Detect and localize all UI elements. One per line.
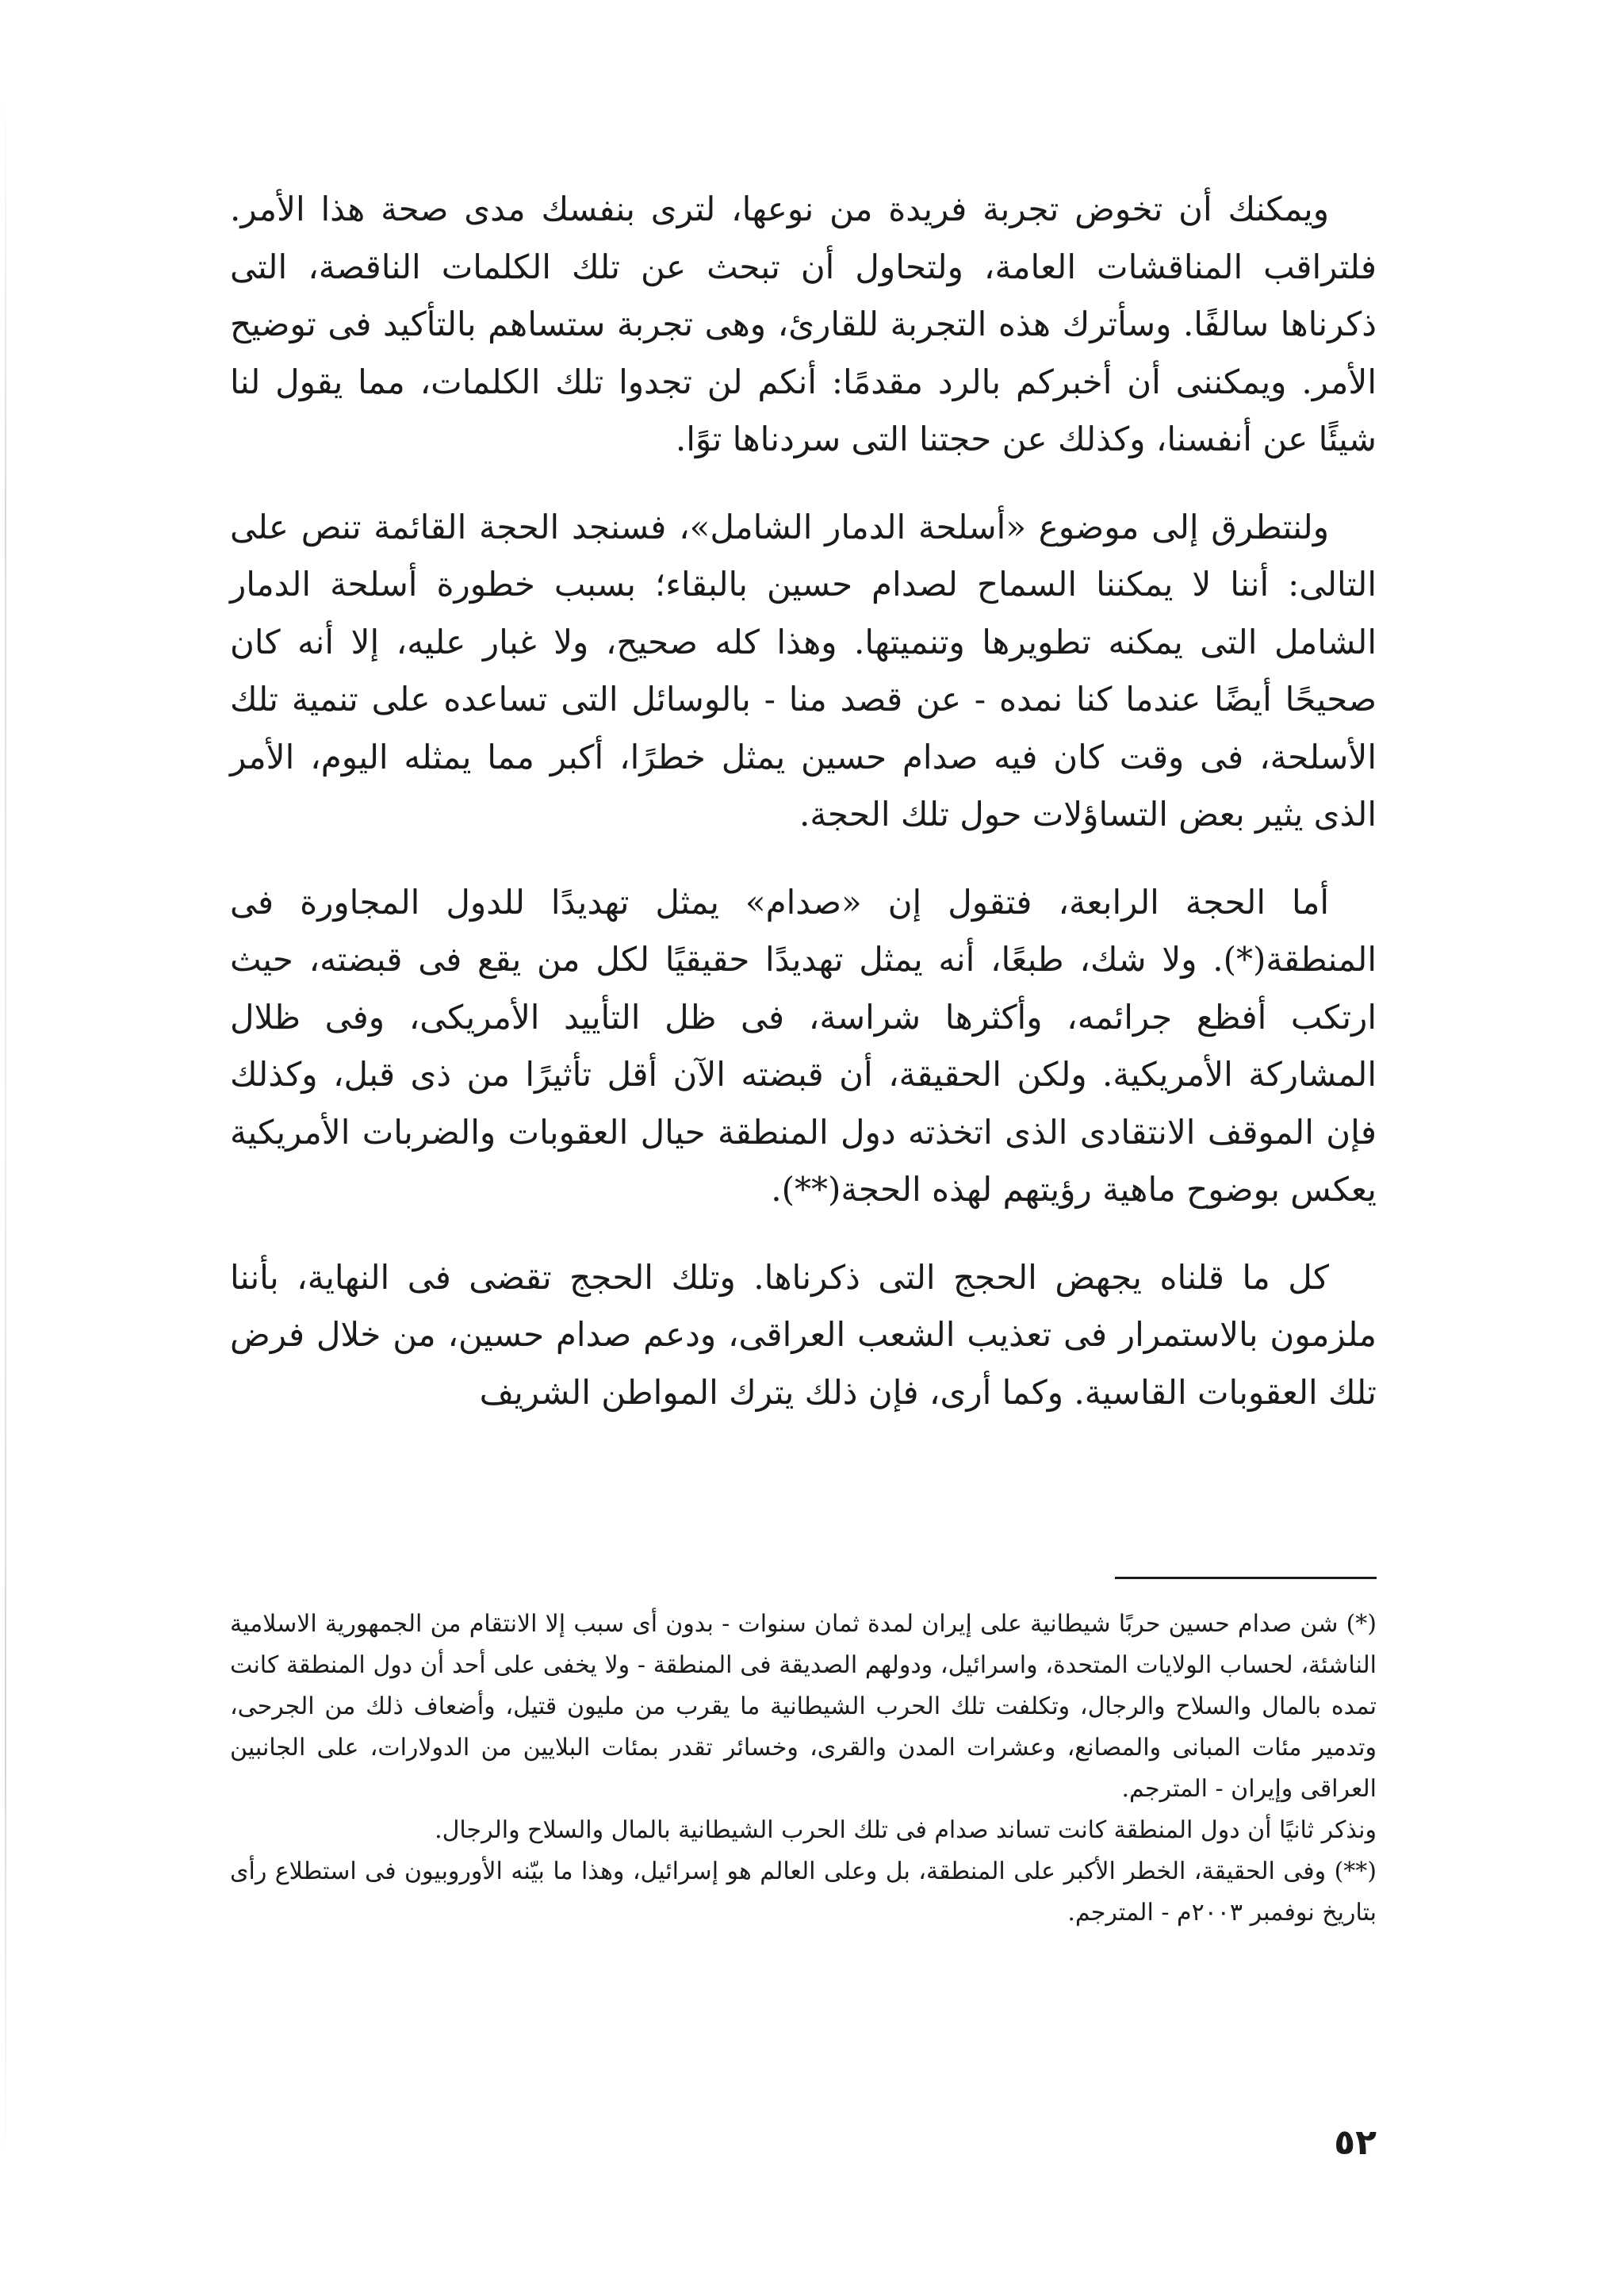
- paragraph-3: أما الحجة الرابعة، فتقول إن «صدام» يمثل تهديدًا للدول المجاورة فى المنطقة(*). ولا شك، طبعًا، أنه يمثل تهديدًا حقيقيًا لكل من يقع فى قبضته، حيث ارتكب أفظع جرائمه، وأكثرها شراسة، فى ظل التأييد الأمريكى، وفى ظلال المشاركة الأمريكية. ولكن الحقيقة، أن قبضته الآن أقل تأثيرًا من ذى قبل، وكذلك فإن الموقف الانتقادى الذى اتخذته دول المنطقة حيال العقوبات والضربات الأمريكية يعكس بوضوح ماهية رؤيتهم لهذه الحجة(**).: [230, 882, 1377, 1209]
- paragraph-1: ويمكنك أن تخوض تجربة فريدة من نوعها، لترى بنفسك مدى صحة هذا الأمر. فلتراقب المناقشات العامة، ولتحاول أن تبحث عن تلك الكلمات الناقصة، التى ذكرناها سالفًا. وسأترك هذه التجربة للقارئ، وهى تجربة ستساهم بالتأكيد فى توضيح الأمر. ويمكننى أن أخبركم بالرد مقدمًا: أنكم لن تجدوا تلك الكلمات، مما يقول لنا شيئًا عن أنفسنا، وكذلك عن حجتنا التى سردناها توًا.: [230, 190, 1377, 458]
- paragraph-2: ولنتطرق إلى موضوع «أسلحة الدمار الشامل»، فسنجد الحجة القائمة تنص على التالى: أننا لا يمكننا السماح لصدام حسين بالبقاء؛ بسبب خطورة أسلحة الدمار الشامل التى يمكنه تطويرها وتنميتها. وهذا كله صحيح، ولا غبار عليه، إلا أنه كان صحيحًا أيضًا عندما كنا نمده - عن قصد منا - بالوسائل التى تساعده على تنمية تلك الأسلحة، فى وقت كان فيه صدام حسين يمثل خطرًا، أكبر مما يمثله اليوم، الأمر الذى يثير بعض التساؤلات حول تلك الحجة.: [230, 507, 1377, 834]
- body-text: [230, 181, 1377, 1421]
- footnote-2: (**) وفى الحقيقة، الخطر الأكبر على المنطقة، بل وعلى العالم هو إسرائيل، وهذا ما بيّنه الأوروبيون فى استطلاع رأى بتاريخ نوفمبر ٢٠٠٣م - المترجم.: [230, 1858, 1377, 1927]
- paragraph-4: كل ما قلناه يجهض الحجج التى ذكرناها. وتلك الحجج تقضى فى النهاية، بأننا ملزمون بالاستمرار فى تعذيب الشعب العراقى، ودعم صدام حسين، من خلال فرض تلك العقوبات القاسية. وكما أرى، فإن ذلك يترك المواطن الشريف: [230, 1257, 1377, 1412]
- footnote-separator: [1115, 1577, 1377, 1579]
- footnote-1-continued: ونذكر ثانيًا أن دول المنطقة كانت تساند صدام فى تلك الحرب الشيطانية بالمال والسلاح والرجال.: [435, 1816, 1377, 1844]
- scan-edge: [5, 95, 6, 2157]
- footnotes: [230, 1604, 1377, 1934]
- footnote-1: (*) شن صدام حسين حربًا شيطانية على إيران لمدة ثمان سنوات - بدون أى سبب إلا الانتقام من الجمهورية الاسلامية الناشئة، لحساب الولايات المتحدة، واسرائيل، ودولهم الصديقة فى المنطقة - ولا يخفى على أحد أن دول المنطقة كانت تمده بالمال والسلاح والرجال، وتكلفت تلك الحرب الشيطانية ما يقرب من مليون قتيل، وأضعاف ذلك من الجرحى، وتدمير مئات المبانى والمصانع، وعشرات المدن والقرى، وخسائر تقدر بمئات البلايين من الدولارات، على الجانبين العراقى وإيران - المترجم.: [230, 1610, 1377, 1803]
- page-number: ٥٢: [1334, 2122, 1377, 2163]
